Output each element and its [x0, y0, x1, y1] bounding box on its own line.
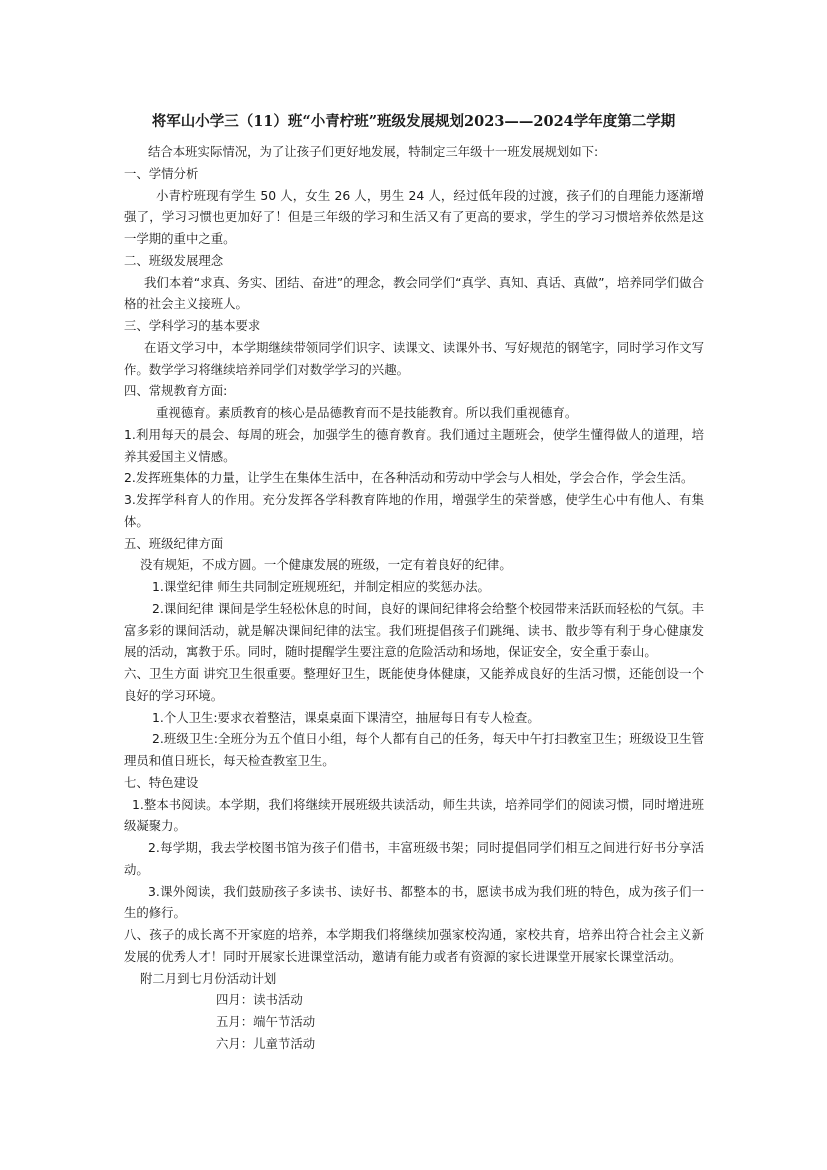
section-1-paragraph: 小青柠班现有学生 50 人，女生 26 人，男生 24 人，经过低年段的过渡，孩子们的自理能力逐渐增强了，学习习惯也更加好了！但是三年级的学习和生活又有了更高的要求，学生的学习习惯培养依然是这一学期的重中之重。 — [124, 187, 704, 246]
section-6-paragraph-1: 六、卫生方面 讲究卫生很重要。整理好卫生，既能使身体健康，又能养成良好的生活习惯，还能创设一个良好的学习环境。 — [124, 666, 704, 703]
section-5-paragraph-3: 2.课间纪律 课间是学生轻松休息的时间，良好的课间纪律将会给整个校园带来活跃而轻松的气氛。丰富多彩的课间活动，就是解决课间纪律的法宝。我们班提倡孩子们跳绳、读书、散步等有利于身心健康发展的活动，寓教于乐。同时，随时提醒学生要注意的危险活动和场地，保证安全，安全重于泰山。 — [124, 600, 704, 660]
section-6-paragraph-2: 1.个人卫生:要求衣着整洁，课桌桌面下课清空，抽屉每日有专人检查。 — [152, 709, 540, 725]
section-7-paragraph-2: 2.每学期，我去学校图书馆为孩子们借书，丰富班级书架；同时提倡同学们相互之间进行好书分享活动。 — [124, 840, 704, 877]
schedule-item-april: 四月：读书活动 — [216, 992, 303, 1008]
section-4-paragraph-4: 3.发挥学科育人的作用。充分发挥各学科教育阵地的作用，增强学生的荣誉感，使学生心中有他人、有集体。 — [124, 492, 704, 529]
section-7-paragraph-1: 1.整本书阅读。本学期，我们将继续开展班级共读活动，师生共读，培养同学们的阅读习惯，同时增进班级凝聚力。 — [124, 796, 704, 834]
section-3-paragraph: 在语文学习中，本学期继续带领同学们识字、读课文、读课外书、写好规范的钢笔字，同时学习作文写作。数学学习将继续培养同学们对数学学习的兴趣。 — [124, 339, 704, 377]
section-4-heading: 四、常规教育方面: — [124, 383, 228, 399]
section-7-paragraph-3: 3.课外阅读，我们鼓励孩子多读书、读好书、都整本的书，愿读书成为我们班的特色，成为孩子们一生的修行。 — [124, 883, 704, 921]
section-2-paragraph: 我们本着“求真、务实、团结、奋进”的理念，教会同学们“真学、真知、真话、真做”，培养同学们做合格的社会主义接班人。 — [124, 274, 704, 312]
section-5-paragraph-1: 没有规矩，不成方圆。一个健康发展的班级，一定有着良好的纪律。 — [140, 557, 512, 573]
section-8-paragraph: 八、孩子的成长离不开家庭的培养，本学期我们将继续加强家校沟通，家校共育，培养出符合社会主义新发展的优秀人才！同时开展家长进课堂活动，邀请有能力或者有资源的家长进课堂开展家长课堂活动。 — [124, 927, 704, 964]
section-1-heading: 一、学情分析 — [124, 165, 199, 181]
section-5-paragraph-2: 1.课堂纪律 师生共同制定班规班纪，并制定相应的奖惩办法。 — [152, 579, 490, 594]
document-title: 将军山小学三（11）班“小青柠班”班级发展规划2023——2024学年度第二学期 — [151, 113, 676, 130]
section-5-heading: 五、班级纪律方面 — [124, 535, 224, 551]
section-4-paragraph-1: 重视德育。素质教育的核心是品德教育而不是技能教育。所以我们重视德育。 — [156, 405, 578, 420]
appendix-heading: 附二月到七月份活动计划 — [140, 970, 277, 986]
section-4-paragraph-3: 2.发挥班集体的力量，让学生在集体生活中，在各种活动和劳动中学会与人相处，学会合作，学会生活。 — [124, 470, 694, 486]
schedule-item-may: 五月：端午节活动 — [216, 1014, 316, 1029]
section-3-heading: 三、学科学习的基本要求 — [124, 318, 261, 333]
section-7-heading: 七、特色建设 — [124, 774, 199, 790]
section-2-heading: 二、班级发展理念 — [124, 252, 224, 268]
section-6-paragraph-3: 2.班级卫生:全班分为五个值日小组，每个人都有自己的任务，每天中午打扫教室卫生；班级设卫生管理员和值日班长，每天检查教室卫生。 — [124, 731, 704, 768]
schedule-item-june: 六月：儿童节活动 — [216, 1035, 316, 1051]
document-body — [124, 141, 704, 1055]
intro-paragraph: 结合本班实际情况，为了让孩子们更好地发展，特制定三年级十一班发展规划如下: — [148, 144, 599, 159]
section-4-paragraph-2: 1.利用每天的晨会、每周的班会，加强学生的德育教育。我们通过主题班会，使学生懂得做人的道理，培养其爱国主义情感。 — [124, 426, 704, 464]
